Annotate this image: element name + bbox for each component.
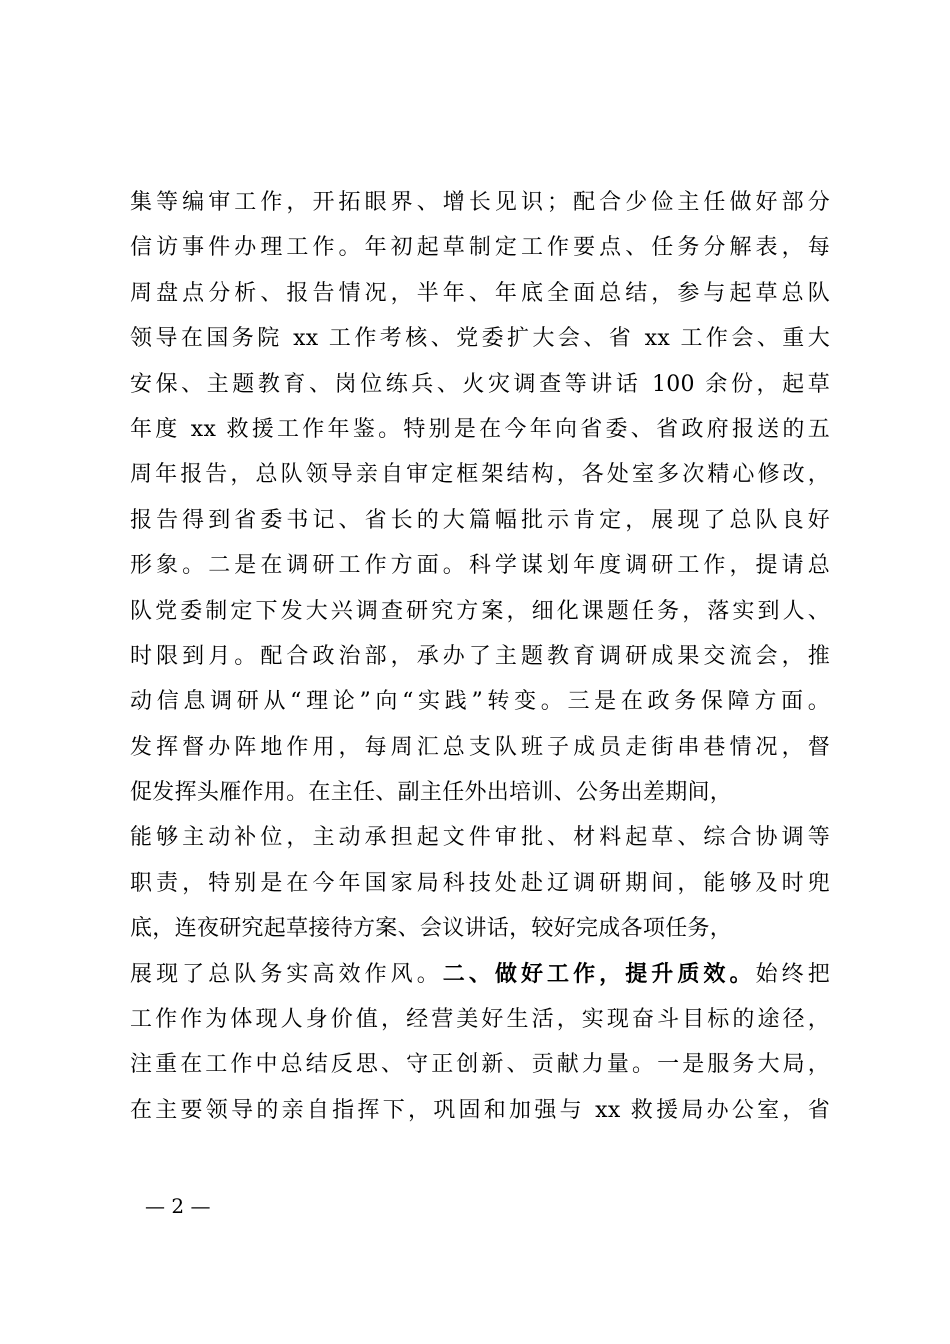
- text-line: 时限到月。配合政治部，承办了主题教育调研成果交流会，推: [130, 643, 830, 669]
- page-number: — 2 —: [145, 1194, 211, 1218]
- text-line: 周盘点分析、报告情况，半年、年底全面总结，参与起草总队: [130, 280, 830, 306]
- text-line: 报告得到省委书记、省长的大篇幅批示肯定，展现了总队良好: [130, 507, 830, 533]
- text-line: 领导在国务院 xx 工作考核、党委扩大会、省 xx 工作会、重大: [130, 326, 830, 352]
- text-line: 队党委制定下发大兴调查研究方案，细化课题任务，落实到人、: [130, 598, 830, 624]
- text-line: 集等编审工作，开拓眼界、增长见识；配合少俭主任做好部分: [130, 190, 830, 215]
- text-line: 发挥督办阵地作用，每周汇总支队班子成员走街串巷情况，督: [130, 734, 830, 760]
- text-line: 周年报告，总队领导亲自审定框架结构，各处室多次精心修改，: [130, 462, 830, 488]
- text-line: 能够主动补位，主动承担起文件审批、材料起草、综合协调等: [130, 825, 830, 851]
- line-text: 展现了总队务实高效作风。: [130, 961, 443, 987]
- body-text: [130, 180, 830, 1133]
- text-line: 年度 xx 救援工作年鉴。特别是在今年向省委、省政府报送的五: [130, 416, 830, 442]
- text-line: 在主要领导的亲自指挥下，巩固和加强与 xx 救援局办公室，省: [130, 1097, 830, 1123]
- text-line: 安保、主题教育、岗位练兵、火灾调查等讲话 100 余份，起草: [130, 371, 830, 397]
- text-line: 信访事件办理工作。年初起草制定工作要点、任务分解表，每: [130, 235, 830, 261]
- line-text: 始终把: [755, 961, 830, 987]
- text-line: 注重在工作中总结反思、守正创新、贡献力量。一是服务大局，: [130, 1052, 830, 1078]
- text-line-with-heading: [130, 952, 830, 997]
- text-line: 职责，特别是在今年国家局科技处赴辽调研期间，能够及时兜: [130, 870, 830, 896]
- text-line: 工作作为体现人身价值，经营美好生活，实现奋斗目标的途径，: [130, 1007, 830, 1033]
- text-line: 形象。二是在调研工作方面。科学谋划年度调研工作，提请总: [130, 553, 830, 579]
- text-line: 促发挥头雁作用。在主任、副主任外出培训、公务出差期间，: [130, 780, 733, 806]
- section-heading: 二、做好工作，提升质效。: [442, 960, 756, 987]
- text-line: 动信息调研从“理论”向“实践”转变。三是在政务保障方面。: [130, 689, 830, 715]
- text-line: 底，连夜研究起草接待方案、会议讲话，较好完成各项任务，: [130, 916, 733, 942]
